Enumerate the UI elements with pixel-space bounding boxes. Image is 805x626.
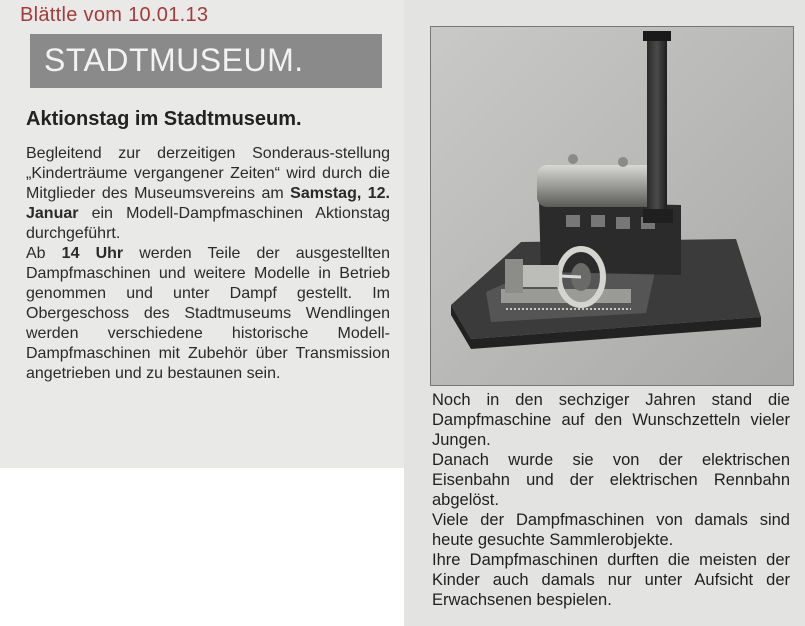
photo-caption	[432, 390, 790, 610]
caption-paragraph-3: Viele der Dampfmaschinen von damals sind heute gesuchte Sammlerobjekte.	[432, 511, 790, 549]
caption-paragraph-2: Danach wurde sie von der elektrischen Eisenbahn und der elektrischen Rennbahn abgelöst.	[432, 451, 790, 509]
caption-paragraph-4: Ihre Dampfmaschinen durften die meisten der Kinder auch damals nur unter Aufsicht der Erwachsenen bespielen.	[432, 551, 790, 609]
text-run: Begleitend zur derzeitigen Sonderaus-stellung „Kinderträume vergangener Zeiten“ wird durch die Mitglieder des Museumsvereins am	[26, 145, 390, 202]
text-run: ein Modell-Dampfmaschinen Aktionstag durchgeführt.	[26, 205, 390, 242]
article-body	[26, 144, 390, 384]
caption-paragraph-1: Noch in den sechziger Jahren stand die Dampfmaschine auf den Wunschzetteln vieler Jungen.	[432, 391, 790, 449]
emphasis-run: Samstag, 12. Januar	[26, 185, 390, 222]
steam-engine-illustration	[431, 27, 793, 385]
section-banner-title: STADTMUSEUM.	[44, 42, 304, 78]
article-paragraph-1	[26, 144, 390, 244]
article-headline: Aktionstag im Stadtmuseum.	[26, 108, 302, 130]
section-banner	[30, 34, 382, 88]
text-run: Ab	[26, 245, 62, 262]
article-paragraph-2	[26, 244, 390, 384]
steam-engine-photo	[430, 26, 794, 386]
emphasis-run: 14 Uhr	[61, 245, 124, 262]
date-stamp: Blättle vom 10.01.13	[20, 4, 209, 26]
text-run: werden Teile der ausgestellten Dampfmaschinen und weitere Modelle in Betrieb genommen und unter Dampf gestellt. Im Obergeschoss des Stadtmuseums Wendlingen werden verschiedene historische Modell-Dampfmaschinen mit Zubehör über Transmission angetrieben und zu bestaunen sein.	[26, 245, 391, 382]
